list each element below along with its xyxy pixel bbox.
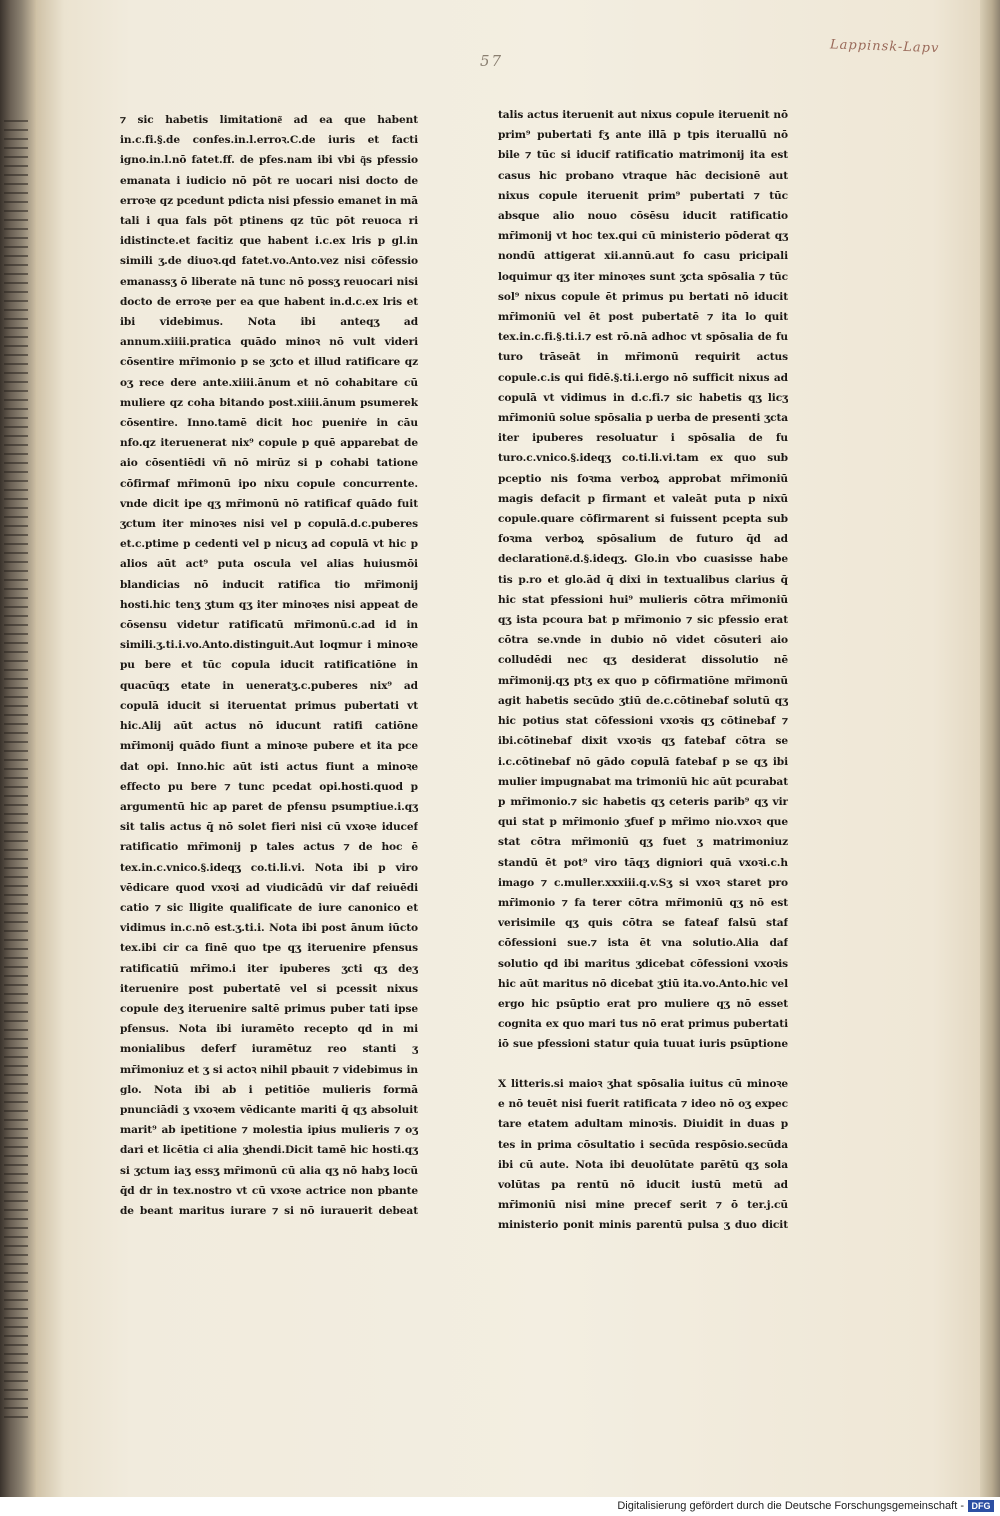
page-fore-edge bbox=[980, 0, 1000, 1497]
handwritten-marginal-note: Lappinsk-Lapv bbox=[829, 37, 940, 57]
text-column-left: ⁊ sic habetis limitatione͂ ad ea que habent in.c.fi.§.de confes.in.l.erroꝛ.C.de iuris et facti igno.in.l.nō fatet.ff. de pfes.nam ibi vbi q͂s pfessio emanata i iudicio nō pōt re uocari nisi docto de erroꝛe qz pcedunt pdicta nisi pfessio emanet in mā tali i qua fals pōt ptinens qz tūc pōt reuoca ri idistincte.et facitiz que habent i.c.ex lris p gl.in simili ʒ.de diuoꝛ.qd fatet.vo.Anto.vez nisi cōfessio emanassʒ ō liberate nā tunc nō possʒ reuocari nisi docto de erroꝛe per ea que habent in.d.c.ex lris et ibi videbimus. Nota ibi anteqʒ ad annum.xiiii.pratica quādo minoꝛ nō vult videri cōsentire mr̄imonio p se ʒcto et illud ratificare qz oʒ rece dere ante.xiiii.ānum et nō cohabitare cū muliere qz coha bitando post.xiiii.ānum psumerek cōsentire. Inno.tamē dicit hoc pueniṙe in cāu nfo.qz iteruenerat nix⁹ copule p quē apparebat de aio cōsentiēdi vñ nō mirūz si p cohabi tatione cōfirmaf mr̄imonū ipo nixu copule concurrente. vnde dicit ipe qʒ mr̄imonū nō ratificaf quādo fuit ʒctum iter minoꝛes nisi vel p copulā.d.c.puberes et.c.ptime p cedenti vel p nicuʒ ad copulā vt hic p alios aūt act⁹ puta oscula vel alias huiusmōi blandicias nō inducit ratifica tio mr̄imonij hosti.hic tenʒ ʒtum qʒ iter minoꝛes nisi appeat de cōsensu videtur ratificatū mr̄imonū.c.ad id in simili.ʒ.ti.i.vo.Anto.distinguit.Aut loqmur i minoꝛe pu bere et tūc copula iducit ratificatiōne in quacūqʒ etate in ueneratʒ.c.puberes nix⁹ ad copulā iducit si iteruentat primus pubertati vt hic.Alij aūt actus nō iducunt ratifi catiōne mr̄imonij quādo fiunt a minoꝛe pubere et ita pce dat opi. Inno.hic aūt isti actus fiunt a minoꝛe effecto pu bere ⁊ tunc pcedat opi.hosti.quod p argumentū hic ap paret de pfensu psumptiue.i.qʒ sit talis actus q̄ nō solet fieri nisi cū vxoꝛe iducef ratificatio mr̄imonij p tales actus ⁊ de hoc ē tex.in.c.vnico.§.ideqʒ co.ti.li.vi. Nota ibi p viro vēdicare quod vxoꝛi ad viudicādū vir daf reiuēdi catio ⁊ sic lligite qualificate de iure canonico et vidimus in.c.nō est.ʒ.ti.i. Nota ibi post ānum iūcto tex.ibi cir ca finē quo tpe qʒ iteruenire pfensus ratificatiū mr̄imo.i iter ipuberes ʒcti qʒ deʒ iteruenire post pubertatē vel si pcessit nixus copule deʒ iteruenire saltē primus puber tati ipse pfensus. Nota ibi iuramēto recepto qd in mi monialibus deferf iuramētuz reo stanti ʒ mr̄imoniuz et ʒ si actoꝛ nihil pbauit ⁊ videbimus in glo. Nota ibi ab i petitiōe mulieris formā pnunciādi ʒ vxoꝛem vēdicante mariti q̄ qʒ absoluit marit⁹ ab ipetitione ⁊ molestia ipius mulieris ⁊ oʒ dari et licētia ci alia ʒhendi.Dicit tamē hic hosti.qʒ si ʒctum iaʒ essʒ mr̄imonū cū alia qʒ nō habʒ locū q̄d dr in tex.nostro vt cū vxoꝛe actrice non pbante de beant maritus iurare ⁊ si nō iurauerit debeat bbox=[120, 114, 418, 1217]
folio-number: 57 bbox=[480, 52, 504, 70]
text-column-right: talis actus iteruenit aut nixus copule iteruenit nō prim⁹ pubertati fʒ ante illā p tpis iteruallū nō bile ⁊ tūc si iducif ratificatio matrimonij ita est casus hic probano vtraque hāc decisionē aut nixus copule iteruenit prim⁹ pubertati ⁊ tūc absque alio nouo cōsēsu iducit ratificatio mr̄imonij vt hoc tex.qui cū ministerio pōderat qʒ nondū attigerat xii.annū.aut fo casu pricipali loquimur qʒ iter minoꝛes sunt ʒcta spōsalia ⁊ tūc sol⁹ nixus copule ēt primus pu bertati nō iducit mr̄imoniū vel ēt post pubertatē ⁊ ita lo quit tex.in.c.fi.§.ti.i.⁊ est rō.nā adhoc vt spōsalia de fu turo trāseāt in mr̄imonū requirit actus copule.c.is qui fidē.§.ti.i.ergo nō sufficit nixus ad copulā vt vidimus in d.c.fi.⁊ sic habetis qʒ licʒ mr̄imoniū solue spōsalia p uerba de presenti ʒcta iter ipuberes resoluatur i spōsalia de fu turo.c.vnico.§.ideqʒ co.ti.li.vi.tam ex quo sub pceptio nis foꝛma verboꝝ approbat mr̄imoniū magis defacit p firmant et valeāt puta p nixū copule.quare cōfirmarent si fuissent pcepta sub foꝛma verboꝝ spōsalium de futuro q̄d ad declaratione͂.d.§.ideqʒ. Glo.in vbo cuasisse habe tis p.ro et glo.ād q̄ dixi in textualibus clarius q̄ hic stat pfessioni hui⁹ mulieris cōtra mr̄imoniū qʒ ista pcoura bat p mr̄imonio ⁊ sic pfessio erat cōtra se.vnde in dubio nō videt cōsuteri aio colludēdi nec qʒ desiderat dissolutio nē mr̄imonij.qʒ ptʒ ex quo p cōfirmatiōne mr̄imonū agit habetis secūdo ʒtiū de.c.cōtinebaf solutū qʒ hic potius stat cōfessioni vxoꝛis qʒ cōtinebaf ⁊ ibi.cōtinebaf dixit vxoꝛis qʒ fatebaf cōtra se i.c.cōtinebaf nō gādo copulā fatebaf p se qʒ ibi mulier impugnabat ma trimoniū hic aūt pcurabat p mr̄imonio.⁊ sic habetis qʒ ceteris parib⁹ qʒ vir qui stat p mr̄imonio ʒfuef p mr̄imo nio.vxoꝛ que stat cōtra mr̄imoniū qʒ fuet ʒ matrimoniuz standū ēt pot⁹ viro tāqʒ digniori quā vxoꝛi.c.h imago ⁊ c.muller.xxxiii.q.v.Sʒ si vxoꝛ staret pro mr̄imonio ⁊ fa terer cōtra mr̄imoniū qʒ nō est verisimile qʒ quis cōtra se fateaf falsū staf cōfessioni sue.⁊ ista ēt vna solutio.Alia daf solutio qd ibi maritus ʒdicebat cōfessioni vxoꝛis hic aūt maritus nō dicebat ʒtiū ita.vo.Anto.hic vel ergo hic psūptio erat pro muliere qʒ nō esset cognita ex quo mari tus nō erat primus pubertati iō sue pfessioni statur quia tuuat iuris psūptione bbox=[498, 109, 788, 1051]
left-page-text-fragment bbox=[4, 120, 28, 1420]
funding-notice: Digitalisierung gefördert durch die Deutsche Forschungsgemeinschaft - bbox=[617, 1500, 964, 1512]
text-column-right-new-section: X litteris.si maioꝛ ʒhat spōsalia iuitus cū minoꝛe e nō teuēt nisi fuerit ratificata ⁊ ideo nō oʒ expec tare etatem adultam minoꝛis. Diuidit in duas p tes in prima cōsultatio i secūda respōsio.secūda ibi cū aute. Nota ibi deuolūtate parētū qʒ sola volūtas pa rentū nō iducit iustū metū ad mr̄imoniū nisi mine precef serit ⁊ ō ter.j.cū ministerio ponit minis parentū pulsa ʒ duo dicit bbox=[498, 1078, 788, 1232]
dfg-logo: DFG bbox=[968, 1500, 994, 1512]
footer-bar bbox=[0, 1497, 1000, 1516]
